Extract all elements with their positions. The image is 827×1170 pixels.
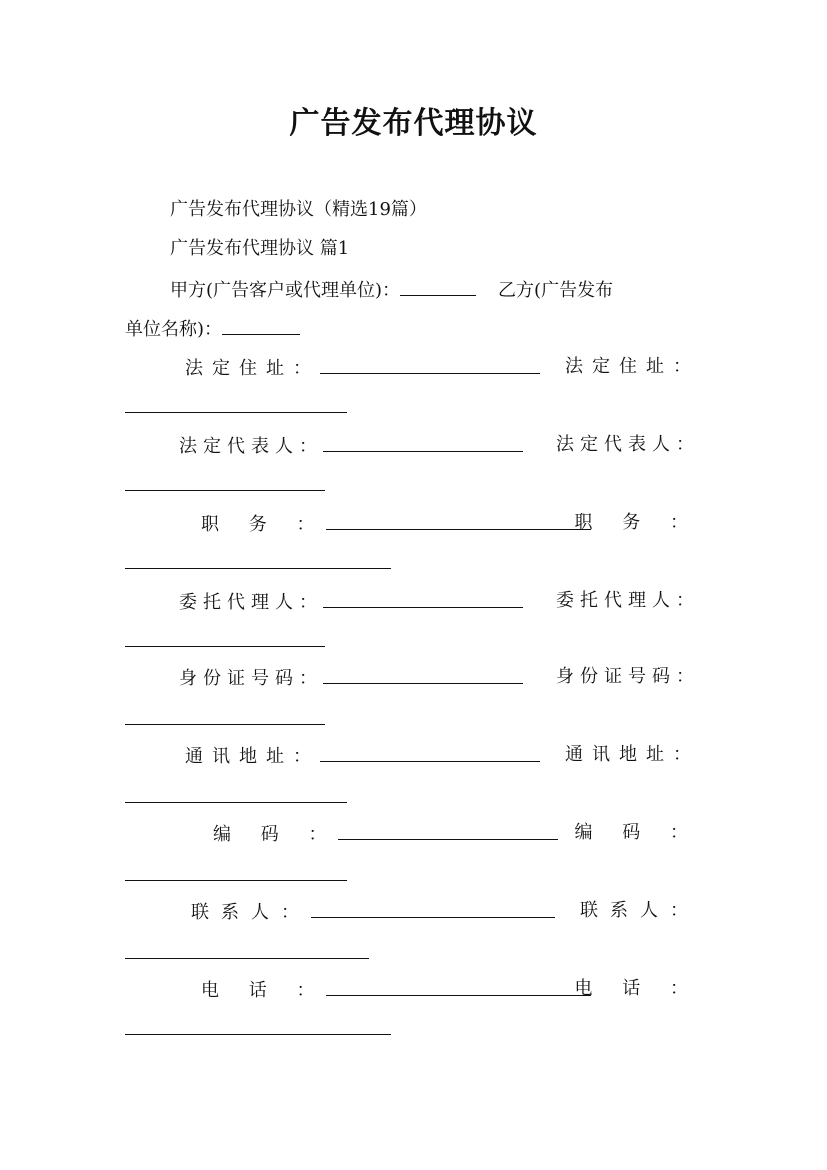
field-blank-continued[interactable] (125, 646, 325, 647)
field-blank[interactable] (338, 821, 558, 840)
field-blank-continued[interactable] (125, 1034, 391, 1035)
field-label: 联系人： (191, 902, 311, 923)
party-b-name-label: 单位名称)： (125, 319, 223, 340)
field-row-phone (125, 977, 700, 1001)
field-label: 电 话 ： (574, 978, 700, 999)
party-a-label: 甲方(广告客户或代理单位)： (170, 280, 401, 301)
subtitle: 广告发布代理协议（精选19篇） (170, 199, 427, 220)
field-label: 联系人： (580, 900, 700, 921)
intro-party-line-2 (125, 316, 705, 342)
section-heading: 广告发布代理协议 篇1 (170, 238, 350, 259)
field-blank[interactable] (323, 665, 523, 684)
field-label: 职 务 ： (201, 514, 327, 535)
field-row-postcode (125, 821, 700, 845)
field-label: 通讯地址： (565, 744, 700, 765)
field-row-position (125, 511, 700, 535)
field-blank[interactable] (326, 977, 591, 996)
field-blank[interactable] (320, 355, 540, 374)
field-blank-continued[interactable] (125, 490, 325, 491)
field-label: 委托代理人： (556, 590, 700, 611)
field-row-mailing-address (125, 743, 700, 767)
field-label: 职 务 ： (574, 512, 700, 533)
field-label: 法定住址： (565, 356, 700, 377)
field-label: 电 话 ： (201, 980, 327, 1001)
field-blank-continued[interactable] (125, 802, 347, 803)
field-blank-continued[interactable] (125, 880, 347, 881)
field-blank[interactable] (323, 433, 523, 452)
field-label: 身份证号码： (556, 666, 700, 687)
party-a-blank[interactable] (400, 277, 476, 296)
field-label: 通讯地址： (185, 746, 320, 767)
party-b-label: 乙方(广告发布 (498, 280, 614, 301)
field-blank-continued[interactable] (125, 958, 369, 959)
field-row-id-number (125, 665, 700, 689)
field-blank[interactable] (326, 511, 591, 530)
field-blank-continued[interactable] (125, 568, 391, 569)
field-label: 委托代理人： (179, 592, 323, 613)
field-label: 法定代表人： (556, 434, 700, 455)
page-title: 广告发布代理协议 (289, 106, 538, 141)
field-label: 法定代表人： (179, 436, 323, 457)
field-blank-continued[interactable] (125, 724, 325, 725)
field-blank[interactable] (311, 899, 555, 918)
field-row-address (125, 355, 700, 379)
field-blank-continued[interactable] (125, 412, 347, 413)
field-row-contact (125, 899, 700, 923)
field-label: 法定住址： (185, 358, 320, 379)
field-label: 编 码 ： (574, 822, 700, 843)
party-b-blank[interactable] (222, 316, 300, 335)
field-row-agent (125, 589, 700, 613)
field-label: 身份证号码： (179, 668, 323, 689)
field-row-legal-rep (125, 433, 700, 457)
field-blank[interactable] (320, 743, 540, 762)
field-blank[interactable] (323, 589, 523, 608)
intro-party-line (170, 277, 750, 303)
field-label: 编 码 ： (213, 824, 339, 845)
